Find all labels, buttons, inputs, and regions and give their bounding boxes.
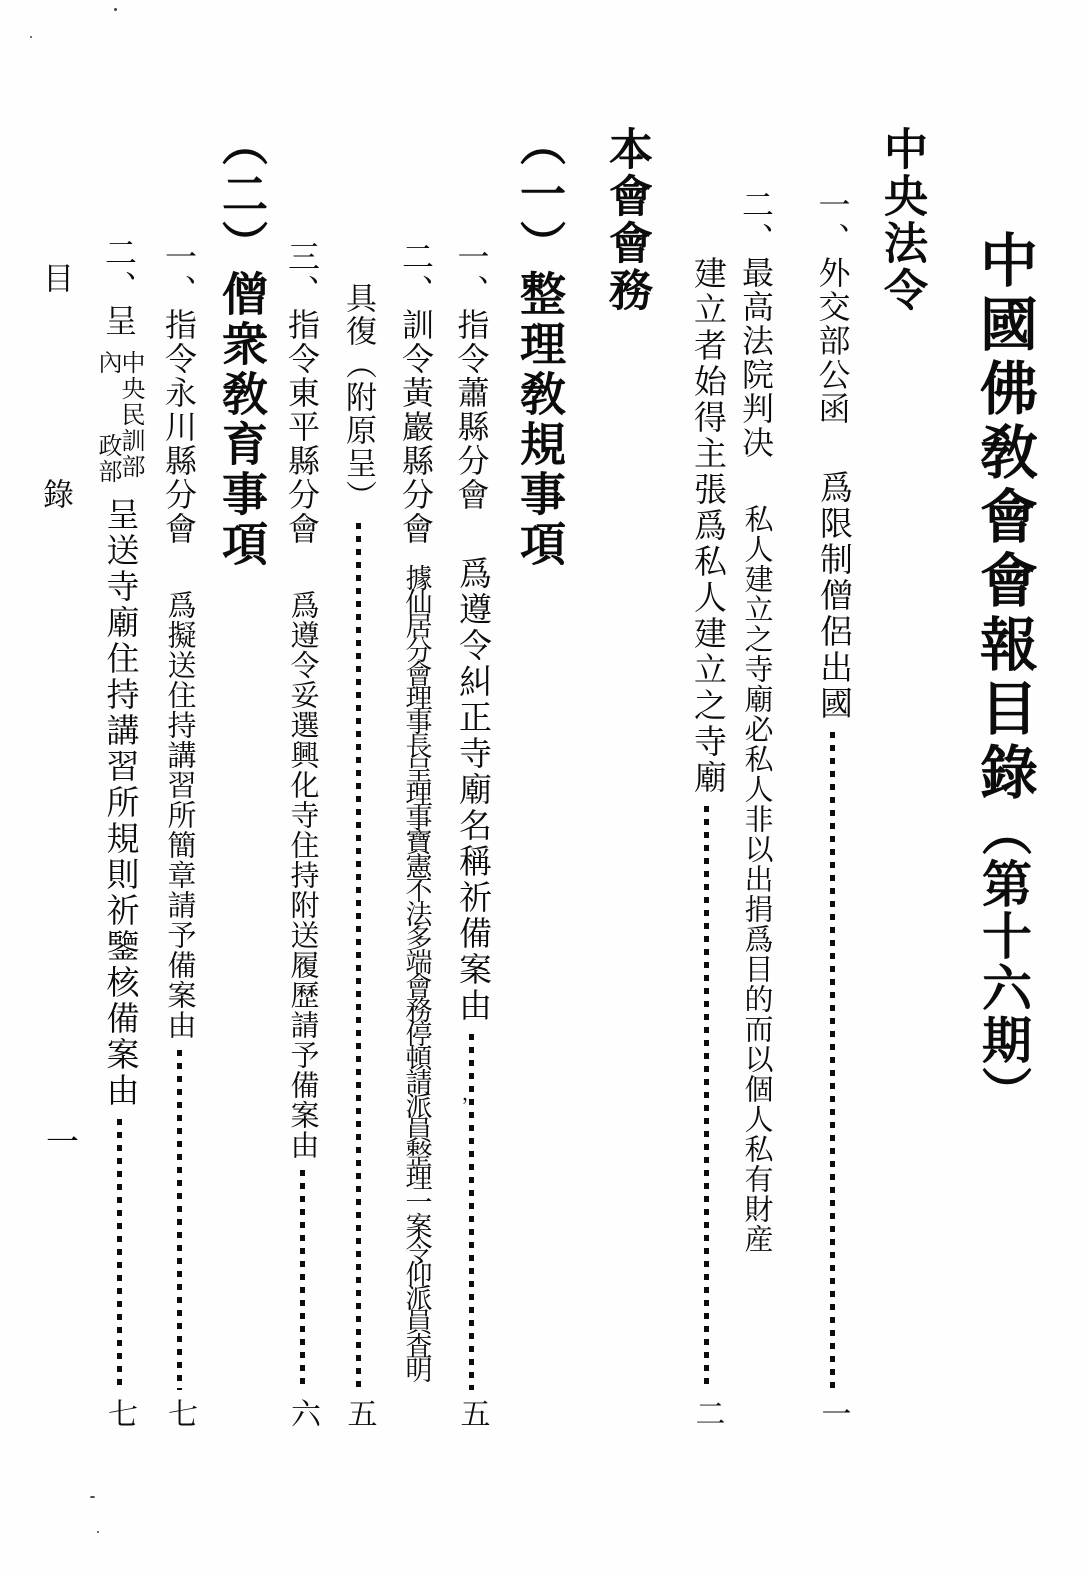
entry-head: 二、呈	[101, 236, 137, 338]
journal-title: 中國佛敎會會報目錄	[971, 230, 1036, 806]
entry-body-continued: 建立者始得主張爲私人建立之寺廟	[689, 256, 725, 796]
section-title-central-laws: 中央法令	[877, 126, 926, 314]
department-left-bottom: 政部	[94, 433, 120, 485]
dot-leader	[356, 523, 361, 1390]
toc-entry-ministries	[96, 236, 142, 1428]
entry-head: 一、指令蕭縣分會	[453, 240, 490, 512]
subsection-title-monastic-education: （二）僧衆敎育事項	[216, 120, 267, 570]
entry-head: 三、指令東平縣分會	[284, 240, 320, 546]
toc-entry-supreme-court-col1	[740, 188, 772, 1254]
scan-speck	[90, 1496, 95, 1498]
toc-entry-foreign-ministry	[816, 188, 849, 1428]
dot-leader	[177, 1050, 182, 1390]
entry-page-number: 七	[163, 1398, 196, 1428]
department-left-top: 內	[94, 350, 120, 376]
entry-page-number: 五	[455, 1398, 489, 1428]
entry-page-number: 一	[816, 1398, 850, 1428]
dot-leader	[704, 806, 709, 1390]
toc-entry-huangyan-col2	[343, 282, 374, 1428]
department-left-spacer	[96, 376, 119, 433]
entry-page-number: 七	[103, 1398, 136, 1428]
dot-leader	[117, 1119, 122, 1390]
dot-leader	[300, 1170, 305, 1390]
scan-speck	[30, 36, 32, 38]
section-title-association-affairs: 本會會務	[602, 126, 651, 314]
entry-body: 據仙居分會理事長呈理事寶憲不法多端會務停頓請派員整理一案令仰派員査明	[401, 564, 432, 1380]
entry-head: 一、外交部公函	[814, 188, 851, 426]
entry-body: 呈送寺廟住持講習所規則祈鑒核備案由	[101, 497, 138, 1109]
footer-running-title-char2: 錄	[38, 478, 73, 509]
subsection-title-regulations: （一）整理敎規事項	[514, 120, 565, 570]
journal-issue: （第十六期）	[975, 806, 1031, 1118]
department-names-block	[96, 350, 142, 485]
entry-head: 一、指令永川縣分會	[161, 240, 197, 546]
dot-leader	[469, 1034, 474, 1390]
toc-entry-dongping	[286, 240, 318, 1428]
entry-body-continued: 具復（附原呈）	[341, 282, 376, 513]
entry-body: 爲遵令糾正寺廟名稱祈備案由	[454, 556, 490, 1024]
stray-comma-mark: ，	[445, 1096, 467, 1116]
toc-entry-yongchuan	[163, 240, 195, 1428]
entry-page-number: 六	[286, 1398, 319, 1428]
toc-entry-xiao-county	[455, 240, 488, 1428]
footer-page-number: 一	[41, 1124, 77, 1157]
dot-leader	[830, 732, 835, 1390]
scan-speck	[97, 1531, 99, 1533]
entry-page-number: 五	[342, 1398, 376, 1428]
toc-entry-supreme-court-col2	[690, 256, 723, 1428]
entry-body: 爲限制僧侶出國	[815, 470, 851, 722]
footer-running-title-char1: 目	[38, 262, 73, 293]
department-left	[96, 350, 119, 485]
toc-entry-huangyan-col1	[400, 240, 432, 1380]
entry-body: 爲遵令妥選興化寺住持附送履歷請予備案由	[286, 590, 319, 1160]
entry-body: 爲擬送住持講習所簡章請予備案由	[163, 590, 196, 1040]
scan-speck	[114, 8, 117, 11]
entry-head: 二、最高法院判决	[738, 188, 774, 460]
entry-page-number: 二	[690, 1398, 724, 1428]
entry-head: 二、訓令黃巖縣分會	[398, 240, 434, 546]
journal-title-column	[971, 230, 1036, 1118]
department-right: 中央民訓部	[117, 350, 143, 480]
entry-body: 私人建立之寺廟必私人非以出捐爲目的而以個人私有財産	[740, 504, 773, 1254]
